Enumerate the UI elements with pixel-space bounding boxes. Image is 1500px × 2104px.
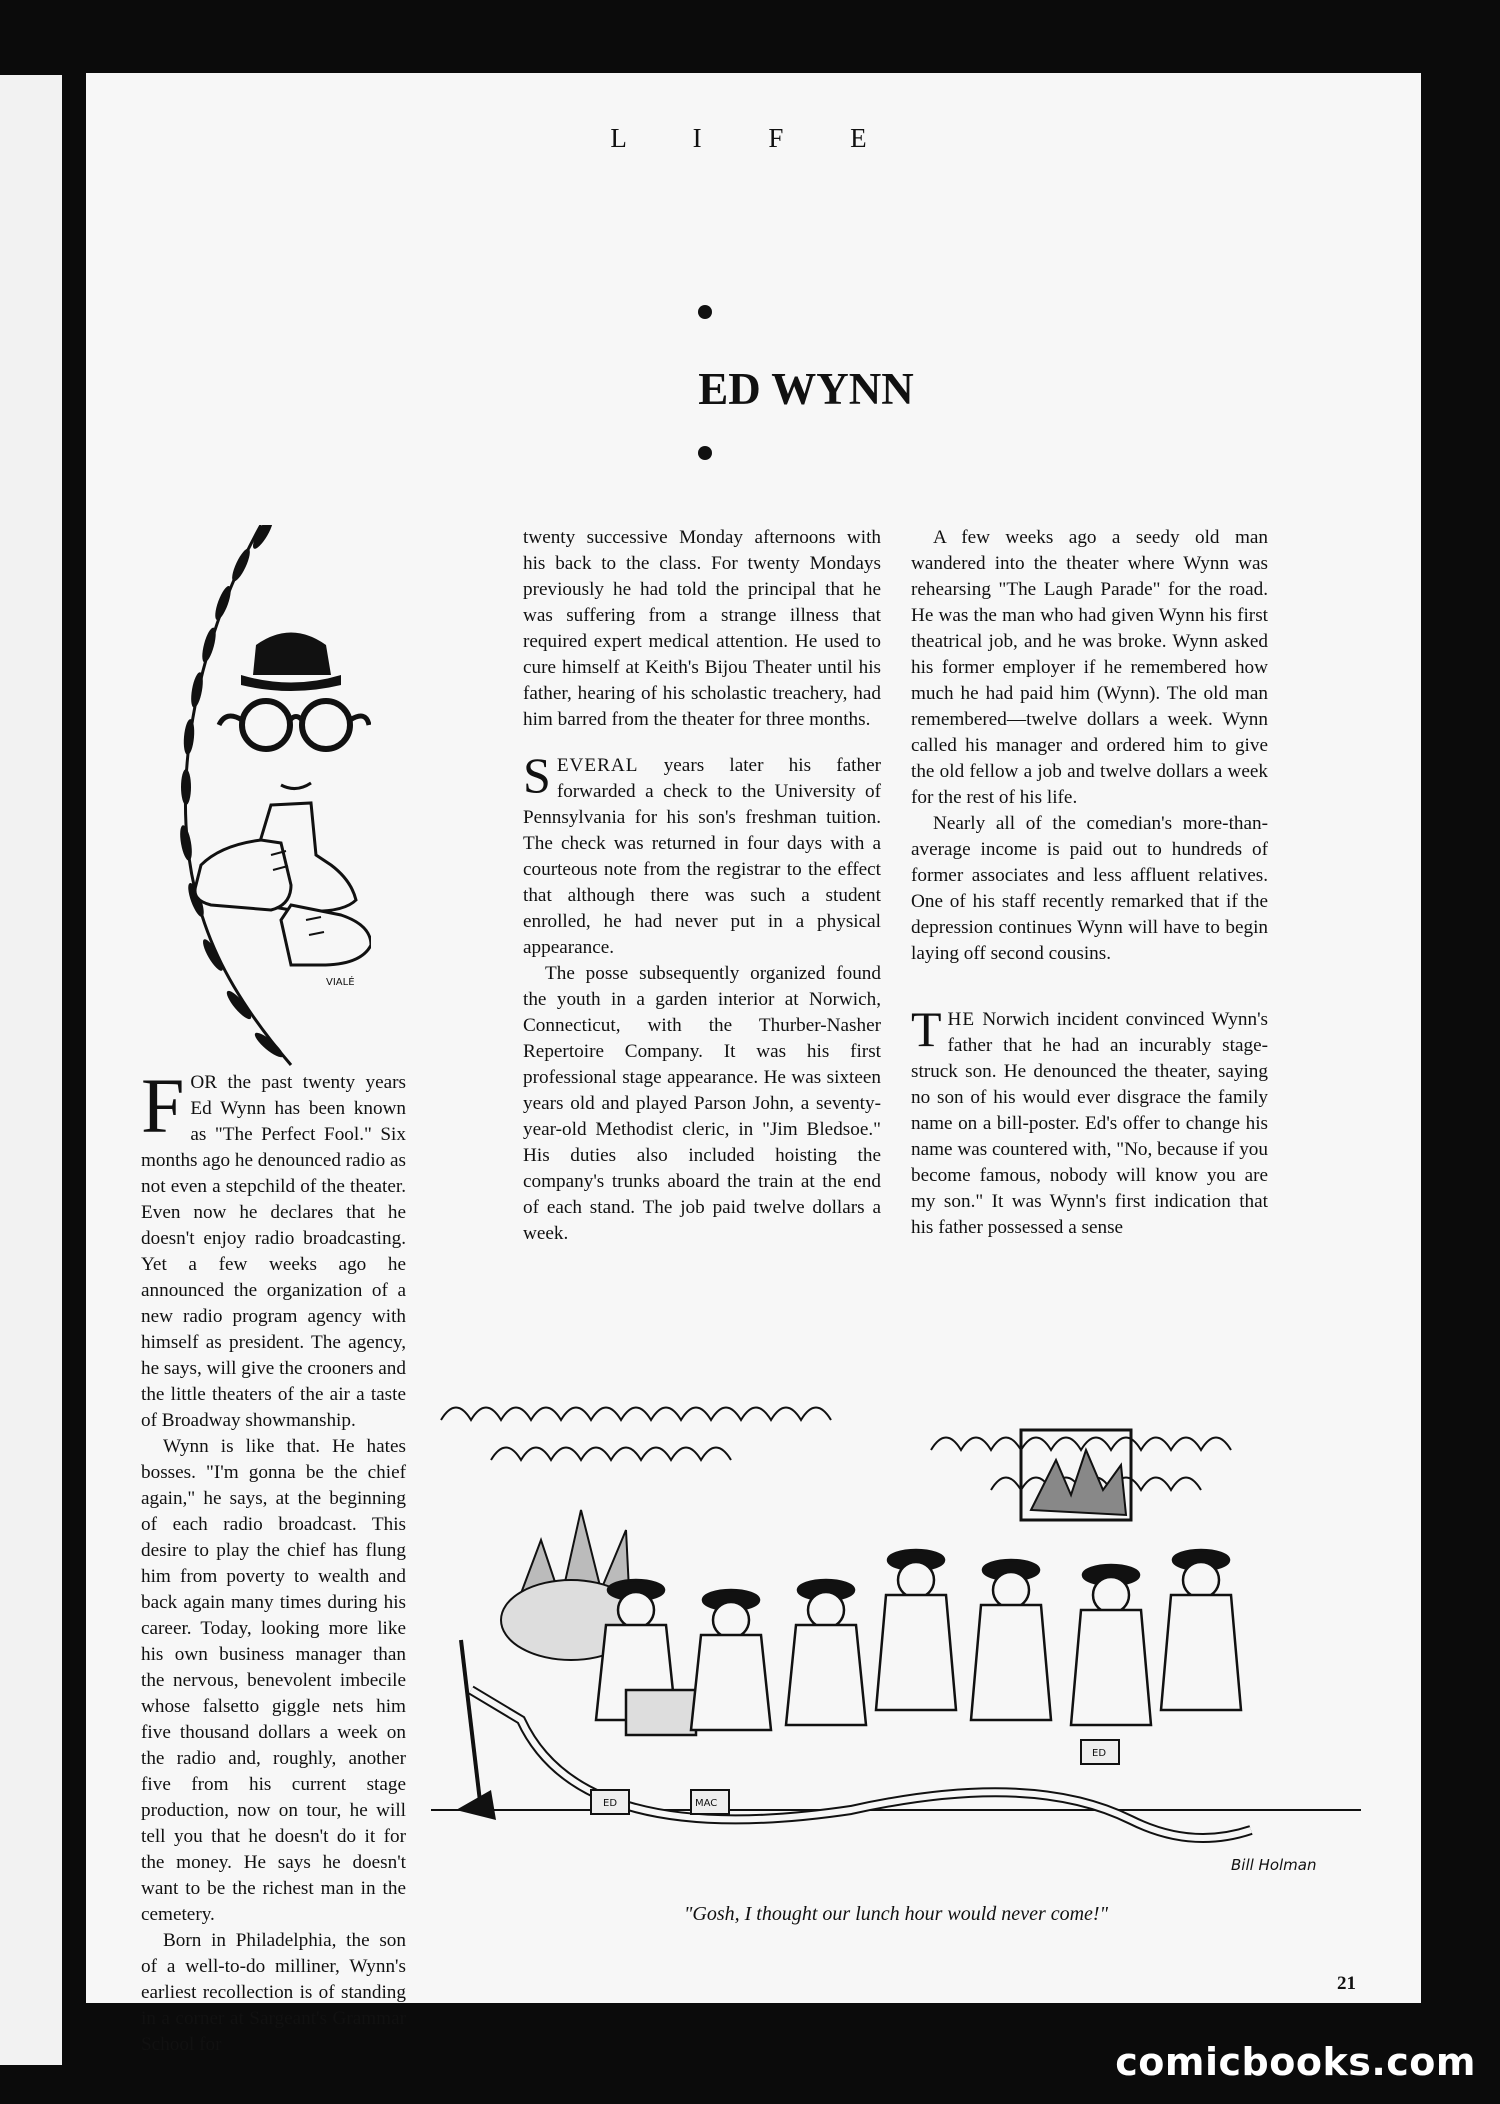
col2-paragraph-1: twenty successive Monday afternoons with his back to the class. For twenty Mondays previously he had told the principal that he was suffering from a strange illness that required expert medical attention. He used to cure himself at Keith's Bijou Theater until his father, hearing of his scholastic treachery, had him barred from the theater for three months.: [523, 527, 881, 730]
column-3: [911, 525, 1268, 1241]
column-1: [141, 525, 406, 2058]
firemen-lunch-cartoon: [431, 1390, 1361, 1890]
running-head: L I F E: [610, 123, 897, 153]
col3-paragraph-1: A few weeks ago a seedy old man wandered into the theater where Wynn was rehearsing "The Laugh Parade" for the road. He was the man who had given Wynn his first theatrical job, and he was broke. Wynn asked his former employer if he remembered how much he had paid him (Wynn). The old man remembered—twelve dollars a week. Wynn called his manager and ordered him to give the old fellow a job and twelve dollars a week for the rest of his life.: [911, 527, 1268, 808]
col2-paragraph-3: The posse subsequently organized found the youth in a garden interior at Norwich, Connecticut, with the Thurber-Nasher Repertoire Company. It was his first professional stage appearance. He was sixteen years old and played Parson John, a seventy-year-old Methodist cleric, in "Jim Bledsoe." His duties also included hoisting the company's trunks aboard the train at the end of each stand. The job paid twelve dollars a week.: [523, 963, 881, 1244]
fireman-7: [1161, 1550, 1241, 1710]
wynn-illustration: [141, 525, 371, 1070]
fireman-3: [786, 1580, 866, 1725]
cartoon-box-label-1: ED: [603, 1798, 618, 1809]
cartoon-caption: "Gosh, I thought our lunch hour would never come!": [684, 1903, 1108, 1925]
laurel-hat-glasses-shoes-drawing: [141, 525, 371, 1070]
previous-page-edge: [0, 75, 62, 2065]
fireman-6: [1071, 1565, 1151, 1725]
magazine-page: [86, 73, 1421, 2055]
col2-paragraph-2: SEVERAL years later his father forwarded a check to the University of Pennsylvania for his son's freshman tuition. The check was returned in four days with a courteous note from the registrar to the effect that although there was such a student enrolled, he had never put in a physical appearance.: [523, 747, 881, 958]
title-bullet-top: [698, 305, 712, 319]
col1-paragraph-2: Wynn is like that. He hates bosses. "I'm gonna be the chief again," he says, at the beginning of each radio broadcast. This desire to play the chief has flung him from poverty to wealth and back again many times during his career. Today, looking more like his own business manager than the nervous, benevolent imbecile whose falsetto giggle nets him five thousand dollars a week on the radio and, roughly, another five from his current stage production, now on tour, he will tell you that he doesn't do it for the money. He says he doesn't want to be the richest man in the cemetery.: [141, 1436, 406, 1925]
cartoon-box-label-2: MAC: [695, 1798, 718, 1809]
cartoon-box-label-3: ED: [1092, 1748, 1107, 1759]
svg-text:VIALÉ: VIALÉ: [326, 977, 355, 988]
col3-paragraph-3: THE Norwich incident convinced Wynn's father that he had an incurably stage-struck son. He denounced the theater, saying no son of his would ever disgrace the family name on a bill-poster. Ed's offer to change his name was countered with, "No, because if you become famous, nobody will know you are my son." It was Wynn's first indication that his father possessed a sense: [911, 1001, 1268, 1238]
col1-paragraph-3: Born in Philadelphia, the son of a well-to-do milliner, Wynn's earliest recollection is of standing in a corner at Sargeant's Grammar School for: [141, 1930, 406, 2055]
col3-paragraph-2: Nearly all of the comedian's more-than-average income is paid out to hundreds of former associates and less affluent relatives. One of his staff recently remarked that if the depression continues Wynn will have to begin laying off second cousins.: [911, 813, 1268, 964]
cartoon-signature: Bill Holman: [1231, 1856, 1317, 1874]
title-bullet-bottom: [698, 446, 712, 460]
drop-cap-s: S: [523, 747, 551, 803]
article-title: ED WYNN: [698, 364, 914, 414]
column-2: [523, 525, 881, 1247]
drop-cap-f: F: [141, 1062, 185, 1149]
col1-paragraph-1: FOR the past twenty years Ed Wynn has been known as "The Perfect Fool." Six months ago he denounced radio as not even a stepchild of the theater. Even now he declares that he doesn't enjoy radio broadcasting. Yet a few weeks ago he announced the organization of a new radio program agency with himself as president. The agency, he says, will give the crooners and the little theaters of the air a taste of Broadway showmanship.: [141, 1062, 406, 1431]
fireman-4: [876, 1550, 956, 1710]
page-number: 21: [1337, 1973, 1356, 1994]
drop-cap-t: T: [911, 1001, 942, 1057]
fireman-2: [691, 1590, 771, 1730]
fireman-5: [971, 1560, 1051, 1720]
site-watermark: comicbooks.com: [1115, 2040, 1476, 2084]
